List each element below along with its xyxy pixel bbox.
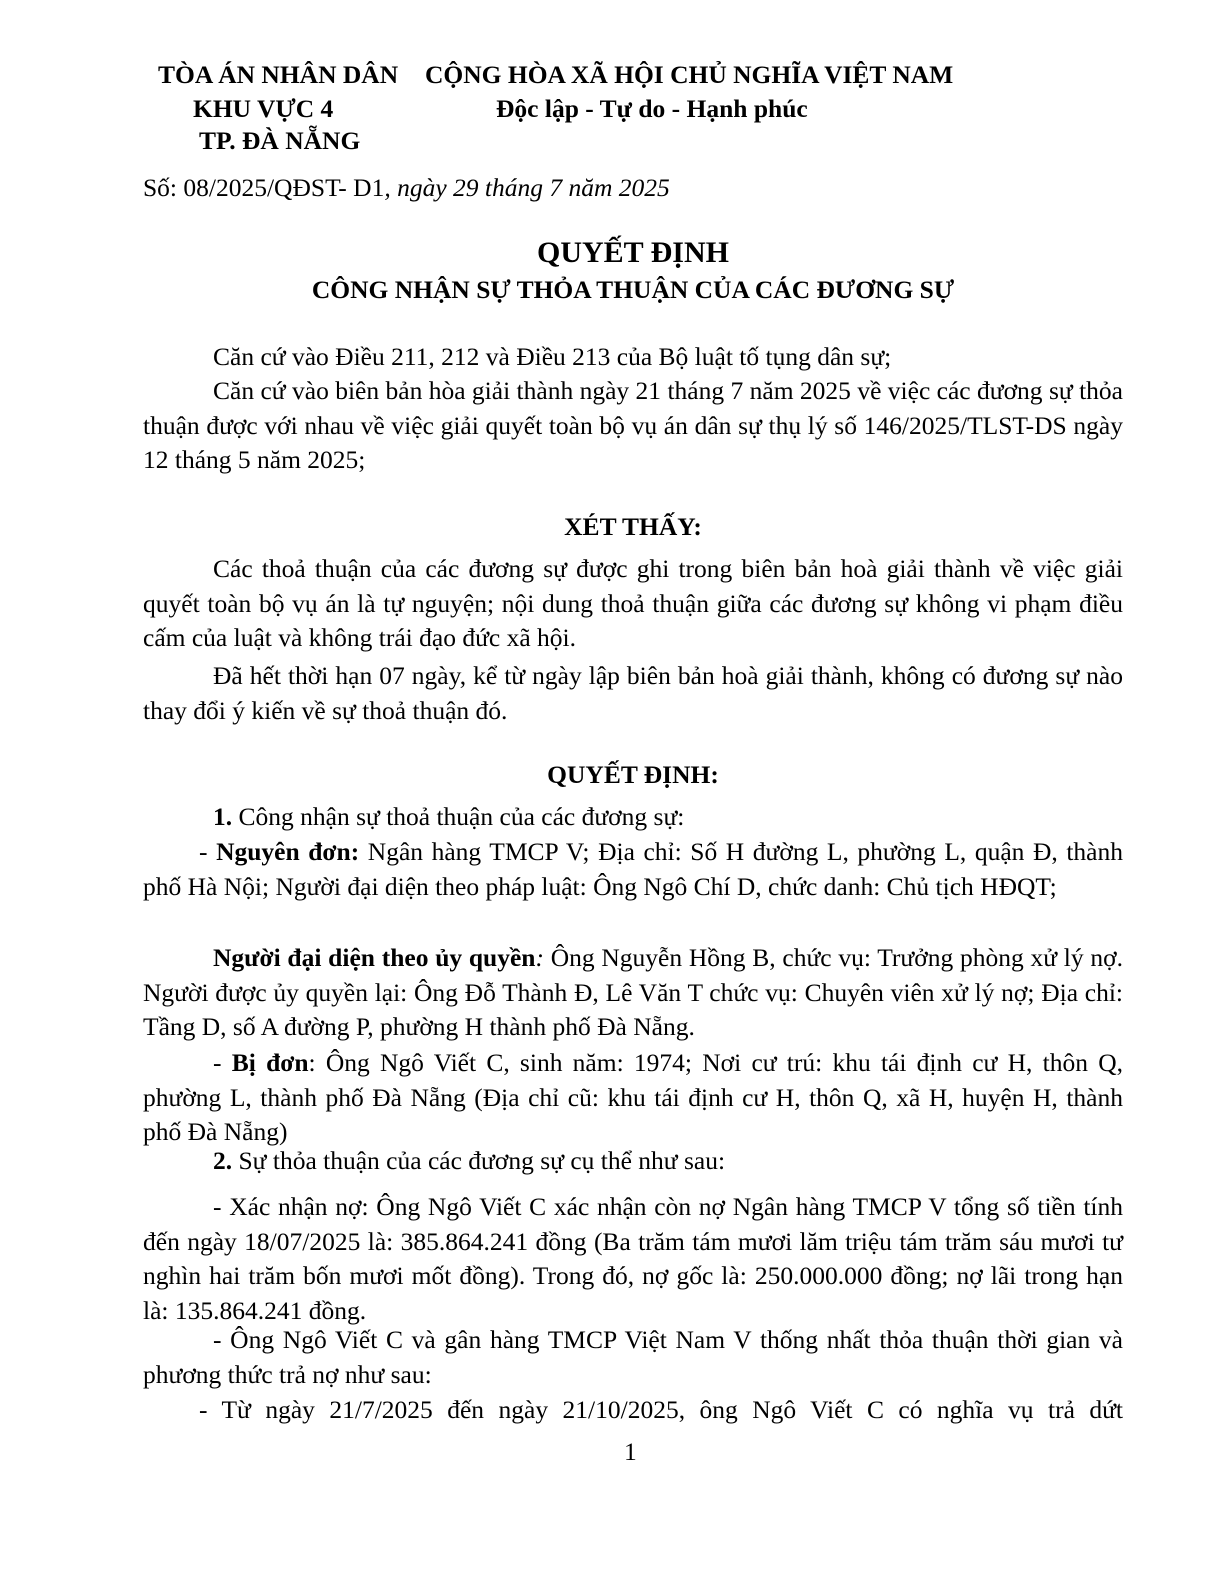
defendant-text: : Ông Ngô Viết C, sinh năm: 1974; Nơi cư trú: khu tái định cư H, thôn Q, phường L, thành phố Đà Nẵng (Địa chỉ cũ: khu tái định cư H, thôn Q, xã H, huyện H, thành phố Đà Nẵng) (143, 1048, 1123, 1146)
decision-date: , ngày 29 tháng 7 năm 2025 (384, 173, 670, 202)
decision-item-1 (143, 800, 1123, 835)
decision-number: Số: 08/2025/QĐST- D1 (143, 173, 385, 202)
document-subtitle: CÔNG NHẬN SỰ THỎA THUẬN CỦA CÁC ĐƯƠNG SỰ (311, 275, 955, 304)
item-2-text: Sự thỏa thuận của các đương sự cụ thể như sau: (232, 1146, 726, 1175)
plaintiff-dash: - (199, 837, 217, 866)
plaintiff-text: Ngân hàng TMCP V; Địa chỉ: Số H đường L, phường L, quận Đ, thành phố Hà Nội; Người đại diện theo pháp luật: Ông Ngô Chí D, chức danh: Chủ tịch HĐQT; (143, 837, 1123, 901)
court-name-line1: TÒA ÁN NHÂN DÂN (158, 60, 399, 89)
representative-label: Người đại diện theo ủy quyền (213, 943, 536, 972)
decision-item-2 (143, 1144, 1123, 1179)
document-title: QUYẾT ĐỊNH (537, 236, 729, 269)
plaintiff-label: Nguyên đơn: (216, 837, 360, 866)
debt-confirmation-paragraph: - Xác nhận nợ: Ông Ngô Viết C xác nhận còn nợ Ngân hàng TMCP V tổng số tiền tính đến ngày 18/07/2025 là: 385.864.241 đồng (Ba trăm tám mươi lăm triệu tám trăm sáu mươi tư nghìn hai trăm bốn mươi mốt đồng). Trong đó, nợ gốc là: 250.000.000 đồng; nợ lãi trong hạn là: 135.864.241 đồng. (143, 1192, 1123, 1325)
representative-text: Ông Nguyễn Hồng B, chức vụ: Trưởng phòng xử lý nợ. Người được ủy quyền lại: Ông Đỗ Thành Đ, Lê Văn T chức vụ: Chuyên viên xử lý nợ; Địa chỉ: Tầng D, số A đường P, phường H thành phố Đà Nẵng. (143, 943, 1123, 1041)
defendant-paragraph (143, 1046, 1123, 1150)
basis-paragraph-2: Căn cứ vào biên bản hòa giải thành ngày 21 tháng 7 năm 2025 về việc các đương sự thỏa thuận được với nhau về việc giải quyết toàn bộ vụ án dân sự thụ lý số 146/2025/TLST-DS ngày 12 tháng 5 năm 2025; (143, 376, 1123, 474)
agreement-paragraph: - Ông Ngô Viết C và gân hàng TMCP Việt Nam V thống nhất thỏa thuận thời gian và phương thức trả nợ như sau: (143, 1325, 1123, 1389)
decision-heading: QUYẾT ĐỊNH: (547, 760, 719, 789)
plaintiff-paragraph (143, 835, 1123, 904)
defendant-label: Bị đơn (231, 1048, 309, 1077)
item-1-text: Công nhận sự thoả thuận của các đương sự: (232, 802, 685, 831)
basis-paragraph-1: Căn cứ vào Điều 211, 212 và Điều 213 của Bộ luật tố tụng dân sự; (213, 342, 892, 371)
representative-paragraph (143, 941, 1123, 1045)
court-name-line2: KHU VỰC 4 (193, 94, 334, 123)
payment-schedule-paragraph: - Từ ngày 21/7/2025 đến ngày 21/10/2025, ông Ngô Viết C có nghĩa vụ trả dứt (199, 1395, 1123, 1424)
nation-name: CỘNG HÒA XÃ HỘI CHỦ NGHĨA VIỆT NAM (425, 60, 954, 89)
court-name-line3: TP. ĐÀ NẴNG (199, 126, 361, 155)
findings-heading: XÉT THẤY: (564, 512, 702, 541)
defendant-dash: - (213, 1048, 232, 1077)
representative-colon: : (535, 943, 544, 972)
item-1-number: 1. (213, 802, 233, 831)
page-number: 1 (624, 1437, 637, 1466)
document-reference (143, 171, 670, 205)
findings-paragraph-2: Đã hết thời hạn 07 ngày, kể từ ngày lập biên bản hoà giải thành, không có đương sự nào thay đổi ý kiến về sự thoả thuận đó. (143, 661, 1123, 725)
findings-paragraph-1: Các thoả thuận của các đương sự được ghi trong biên bản hoà giải thành về việc giải quyết toàn bộ vụ án là tự nguyện; nội dung thoả thuận giữa các đương sự không vi phạm điều cấm của luật và không trái đạo đức xã hội. (143, 554, 1123, 652)
item-2-number: 2. (213, 1146, 233, 1175)
nation-motto: Độc lập - Tự do - Hạnh phúc (496, 94, 808, 123)
